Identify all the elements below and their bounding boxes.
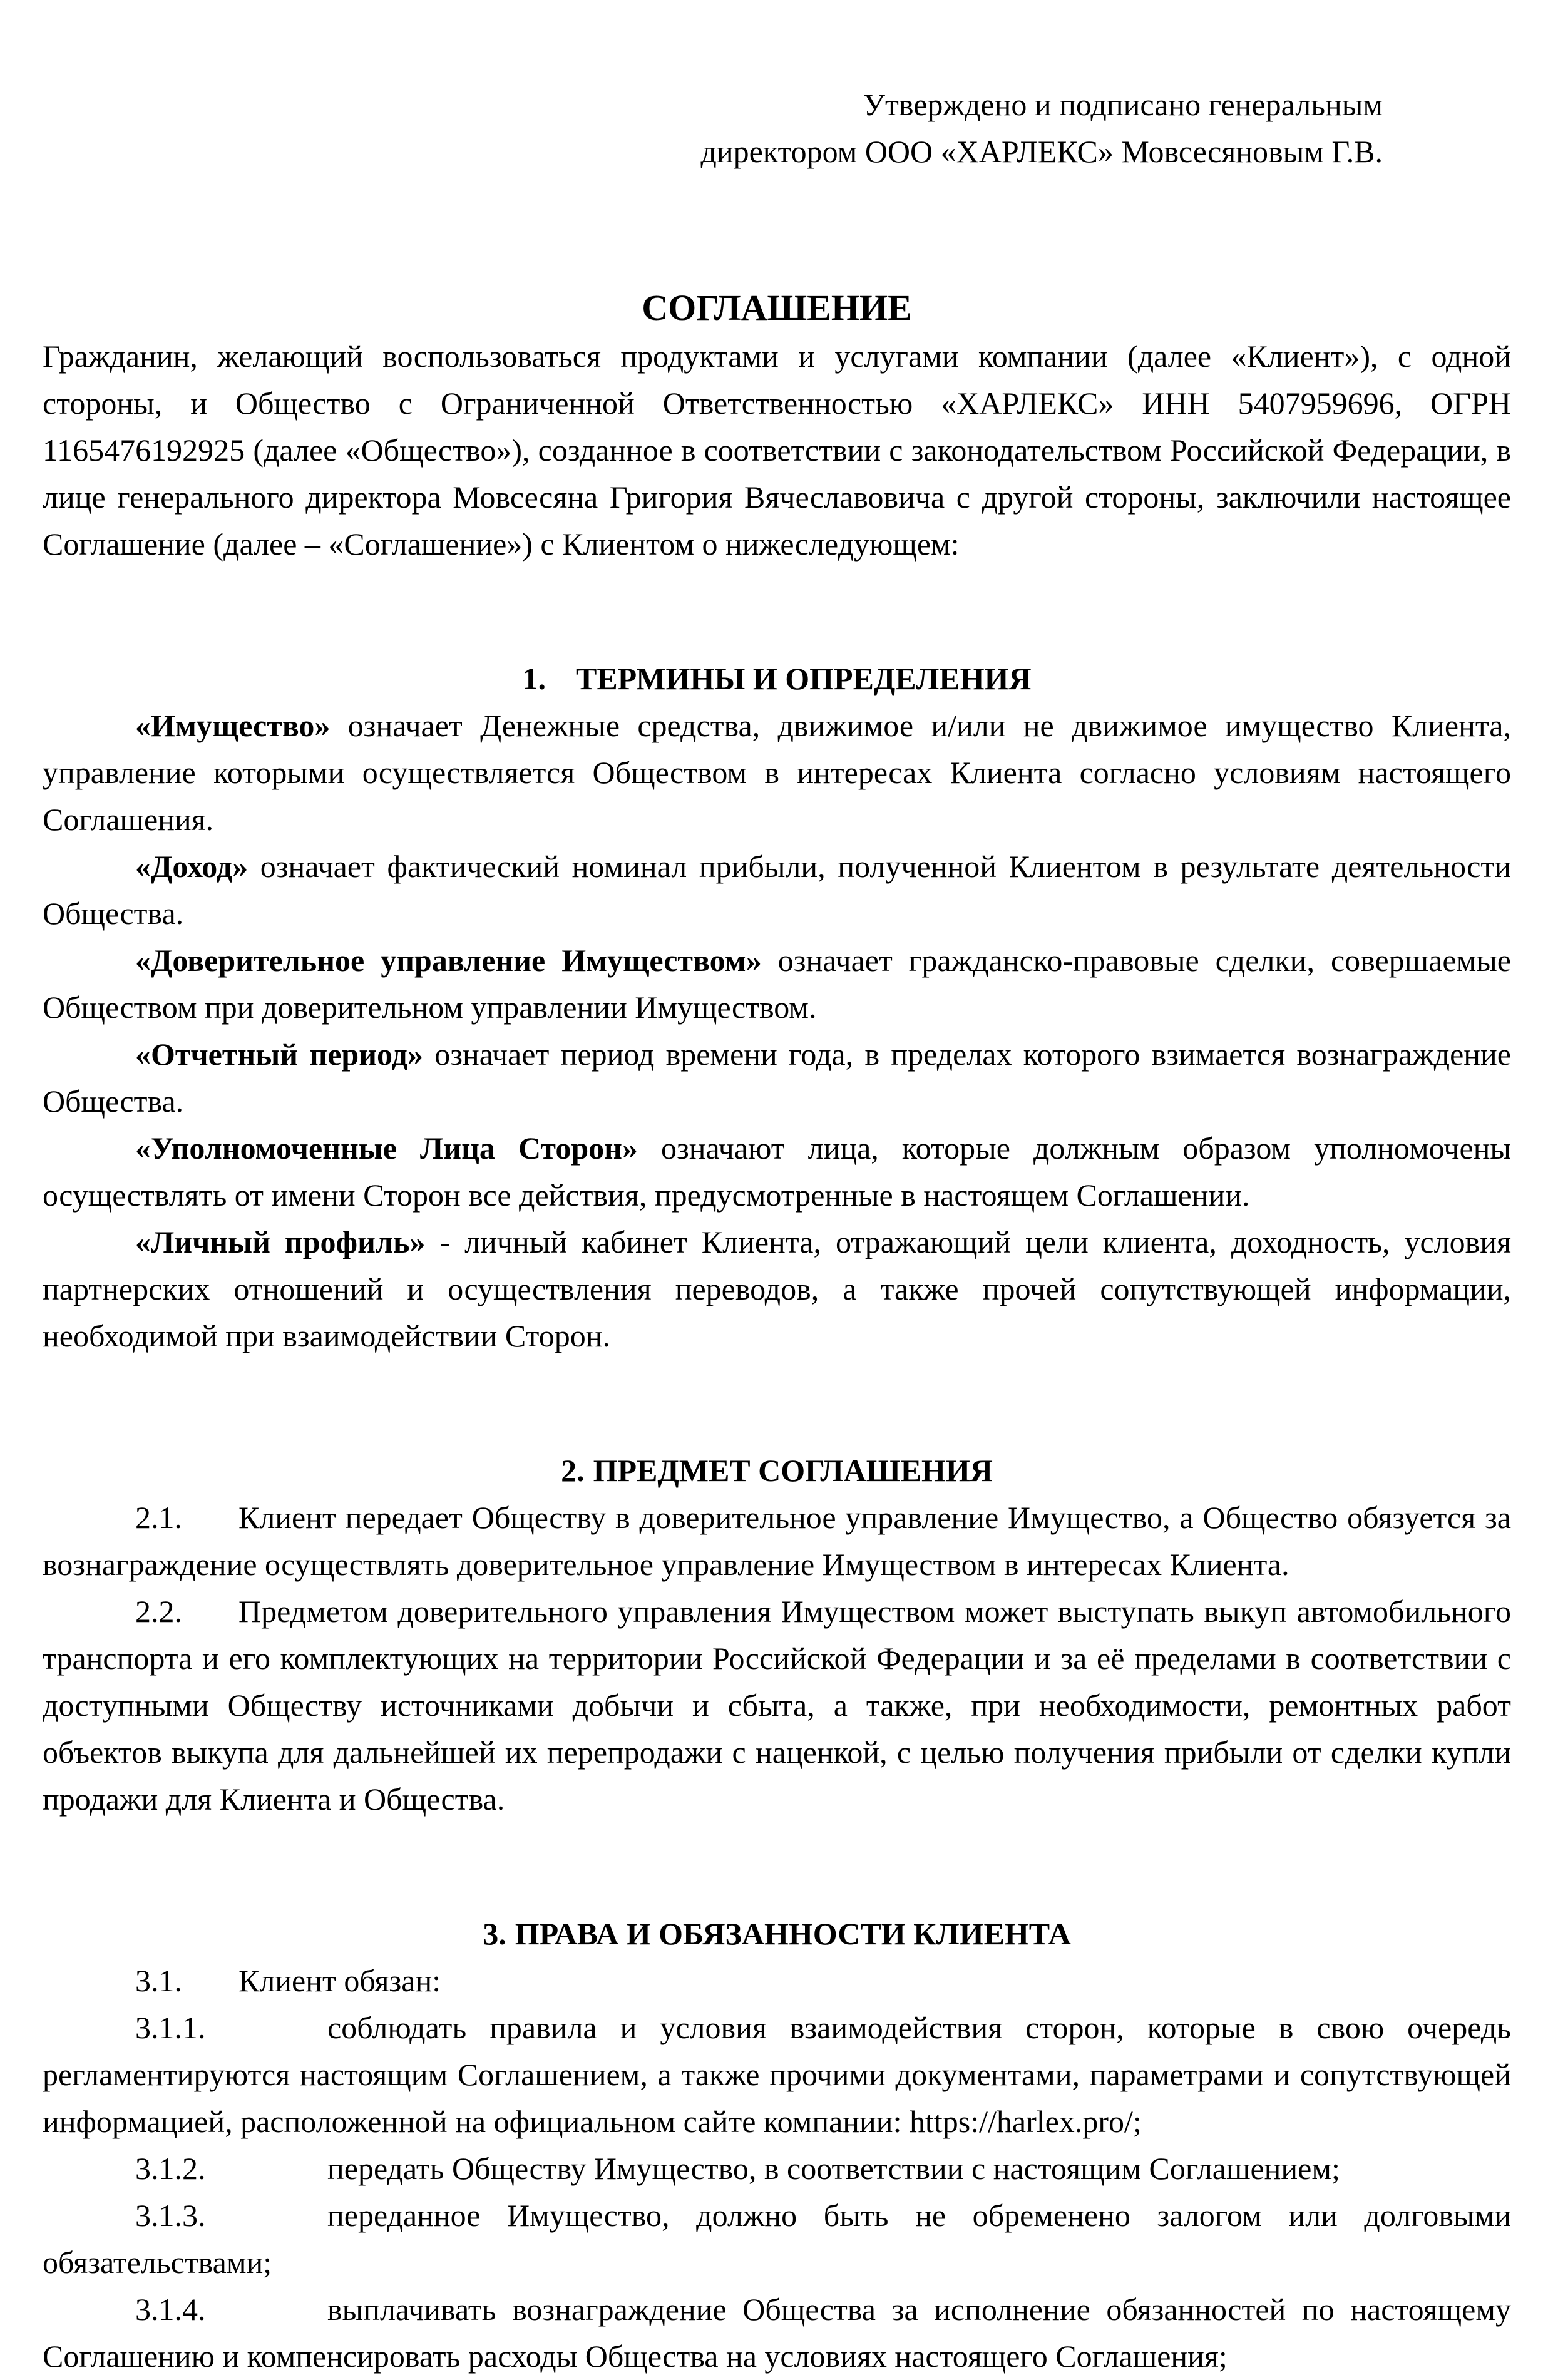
approval-block: [43, 81, 1383, 175]
term-paragraph-upolnomochennye-litsa: [43, 1125, 1511, 1219]
term-paragraph-doveritelnoe-upravlenie: [43, 937, 1511, 1031]
section-1-heading: [43, 655, 1511, 702]
clause-paragraph-3-1-4: [43, 2286, 1511, 2380]
document-title: СОГЛАШЕНИЕ: [642, 287, 912, 328]
clause-paragraph-3-1: [43, 1957, 1511, 2004]
term-name: «Доверительное управление Имуществом»: [135, 943, 762, 978]
section-3-title: ПРАВА И ОБЯЗАННОСТИ КЛИЕНТА: [515, 1916, 1071, 1951]
clause-paragraph-3-1-2: [43, 2145, 1511, 2192]
section-3-number: 3.: [483, 1916, 506, 1951]
clause-number: 3.1.4.: [135, 2292, 206, 2327]
clause-paragraph-3-1-3: [43, 2192, 1511, 2286]
clause-text: Предметом доверительного управления Имуществом может выступать выкуп автомобильного транспорта и его комплектующих на территории Российской Федерации и за её пределами в соответствии с доступными Обществу источниками добычи и сбыта, а также, при необходимости, ремонтных работ объектов выкупа для дальнейшей их перепродажи с наценкой, с целью получения прибыли от сделки купли продажи для Клиента и Общества.: [43, 1594, 1511, 1817]
section-2-heading: [43, 1447, 1511, 1494]
approval-line-2: директором ООО «ХАРЛЕКС» Мовсесяновым Г.В.: [700, 134, 1383, 169]
term-name: «Доход»: [135, 849, 249, 884]
clause-paragraph-2-2: [43, 1588, 1511, 1823]
section-1-number: 1.: [522, 661, 546, 696]
clause-text: передать Обществу Имущество, в соответствии с настоящим Соглашением;: [327, 2151, 1340, 2186]
clause-text: выплачивать вознаграждение Общества за исполнение обязанностей по настоящему Соглашению и компенсировать расходы Общества на условиях настоящего Соглашения;: [43, 2292, 1511, 2374]
term-text: означает фактический номинал прибыли, полученной Клиентом в результате деятельности Общества.: [43, 849, 1511, 931]
clause-text: переданное Имущество, должно быть не обременено залогом или долговыми обязательствами;: [43, 2198, 1511, 2280]
clause-text: Клиент обязан:: [238, 1963, 441, 1998]
section-3-heading: [43, 1911, 1511, 1957]
clause-number: 3.1.2.: [135, 2151, 206, 2186]
clause-number: 3.1.1.: [135, 2010, 206, 2045]
intro-paragraph: Гражданин, желающий воспользоваться продуктами и услугами компании (далее «Клиент»), с одной стороны, и Общество с Ограниченной Ответственностью «ХАРЛЕКС» ИНН 5407959696, ОГРН 1165476192925 (далее «Общество»), созданное в соответствии с законодательством Российской Федерации, в лице генерального директора Мовсесяна Григория Вячеславовича с другой стороны, заключили настоящее Соглашение (далее – «Соглашение») с Клиентом о нижеследующем:: [43, 339, 1511, 562]
term-text: означают лица, которые должным образом уполномочены осуществлять от имени Сторон все действия, предусмотренные в настоящем Соглашении.: [43, 1131, 1511, 1213]
term-paragraph-imushchestvo: [43, 702, 1511, 843]
approval-line-1: Утверждено и подписано генеральным: [863, 87, 1383, 122]
clause-number: 2.2.: [135, 1594, 182, 1629]
clause-number: 3.1.: [135, 1963, 182, 1998]
clause-text: соблюдать правила и условия взаимодействия сторон, которые в свою очередь регламентируются настоящим Соглашением, а также прочими документами, параметрами и сопутствующей информацией, расположенной на официальном сайте компании: https://harlex.pro/;: [43, 2010, 1511, 2139]
term-text: означает Денежные средства, движимое и/или не движимое имущество Клиента, управление которыми осуществляется Обществом в интересах Клиента согласно условиям настоящего Соглашения.: [43, 708, 1511, 837]
term-paragraph-otchetnyy-period: [43, 1031, 1511, 1125]
section-2-number: 2.: [561, 1453, 585, 1488]
term-name: «Уполномоченные Лица Сторон»: [135, 1131, 638, 1166]
clause-number: 2.1.: [135, 1500, 182, 1535]
term-text: означает период времени года, в пределах которого взимается вознаграждение Общества.: [43, 1037, 1512, 1119]
clause-paragraph-2-1: [43, 1494, 1511, 1588]
clause-paragraph-3-1-1: [43, 2004, 1511, 2145]
clause-number: 3.1.3.: [135, 2198, 206, 2233]
clause-text: Клиент передает Обществу в доверительное управление Имущество, а Общество обязуется за вознаграждение осуществлять доверительное управление Имуществом в интересах Клиента.: [43, 1500, 1511, 1582]
term-text: - личный кабинет Клиента, отражающий цели клиента, доходность, условия партнерских отношений и осуществления переводов, а также прочей сопутствующей информации, необходимой при взаимодействии Сторон.: [43, 1224, 1511, 1353]
term-name: «Отчетный период»: [135, 1037, 423, 1072]
section-1-title: ТЕРМИНЫ И ОПРЕДЕЛЕНИЯ: [575, 661, 1032, 696]
term-text: означает гражданско-правовые сделки, совершаемые Обществом при доверительном управлении Имуществом.: [43, 943, 1511, 1025]
term-paragraph-dokhod: [43, 843, 1511, 937]
term-name: «Личный профиль»: [135, 1224, 426, 1259]
term-paragraph-lichnyy-profil: [43, 1219, 1511, 1360]
section-2-title: ПРЕДМЕТ СОГЛАШЕНИЯ: [593, 1453, 993, 1488]
term-name: «Имущество»: [135, 708, 331, 743]
